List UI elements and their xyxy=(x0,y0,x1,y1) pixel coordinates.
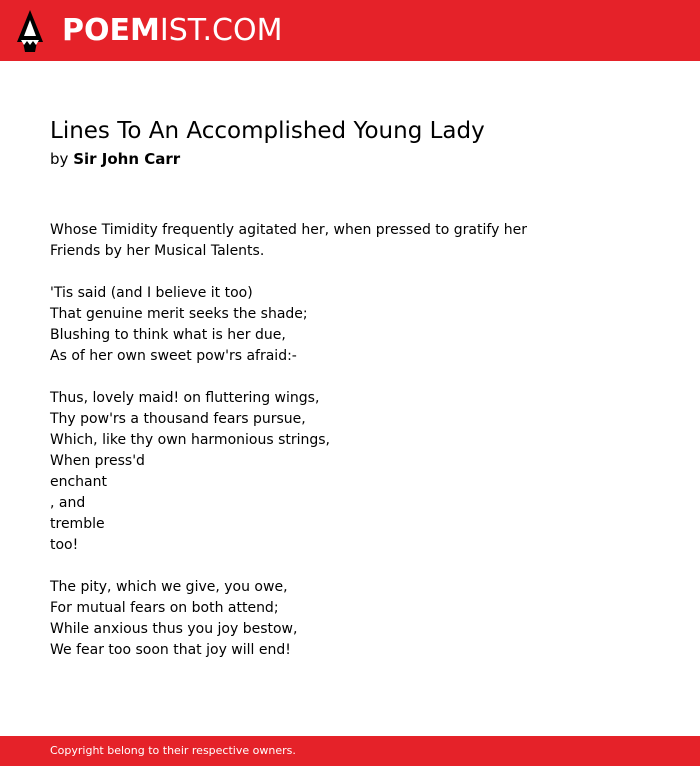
site-footer xyxy=(0,736,700,766)
poem-byline xyxy=(50,149,670,169)
poem-line: Thy pow'rs a thousand fears pursue, xyxy=(50,411,306,427)
poem-stanza xyxy=(50,577,670,661)
poem-stanza xyxy=(50,220,670,262)
poem-line: The pity, which we give, you owe, xyxy=(50,579,288,595)
logo-text-light: IST.COM xyxy=(159,13,283,48)
poem-line: Whose Timidity frequently agitated her, when pressed to gratify her xyxy=(50,222,528,238)
logo-text-bold: POEM xyxy=(62,13,160,48)
poem-line: When press'd xyxy=(50,453,145,469)
poem-line: As of her own sweet pow'rs afraid:- xyxy=(50,348,297,364)
site-logo[interactable] xyxy=(62,13,282,49)
poem-line: For mutual fears on both attend; xyxy=(50,600,279,616)
pencil-tip-icon[interactable] xyxy=(17,10,43,52)
poem-line: Thus, lovely maid! on fluttering wings, xyxy=(50,390,320,406)
poem-stanza xyxy=(50,388,670,556)
poem-line: enchant xyxy=(50,474,107,490)
poem-line: We fear too soon that joy will end! xyxy=(50,642,291,658)
poem-line: That genuine merit seeks the shade; xyxy=(50,306,308,322)
poem-author[interactable]: Sir John Carr xyxy=(73,150,181,168)
poem-line: 'Tis said (and I believe it too) xyxy=(50,285,253,301)
poem-stanza xyxy=(50,283,670,367)
poem-title: Lines To An Accomplished Young Lady xyxy=(50,118,485,144)
poem-line: Friends by her Musical Talents. xyxy=(50,243,265,259)
site-header xyxy=(0,0,700,61)
poem-line: too! xyxy=(50,537,79,553)
byline-prefix: by xyxy=(50,150,69,168)
poem-line: Which, like thy own harmonious strings, xyxy=(50,432,331,448)
poem-body xyxy=(50,220,670,661)
copyright-notice: Copyright belong to their respective owners. xyxy=(50,744,296,757)
poem-content xyxy=(50,116,670,682)
poem-line: Blushing to think what is her due, xyxy=(50,327,286,343)
poem-line: , and xyxy=(50,495,86,511)
poem-line: tremble xyxy=(50,516,105,532)
poem-line: While anxious thus you joy bestow, xyxy=(50,621,298,637)
